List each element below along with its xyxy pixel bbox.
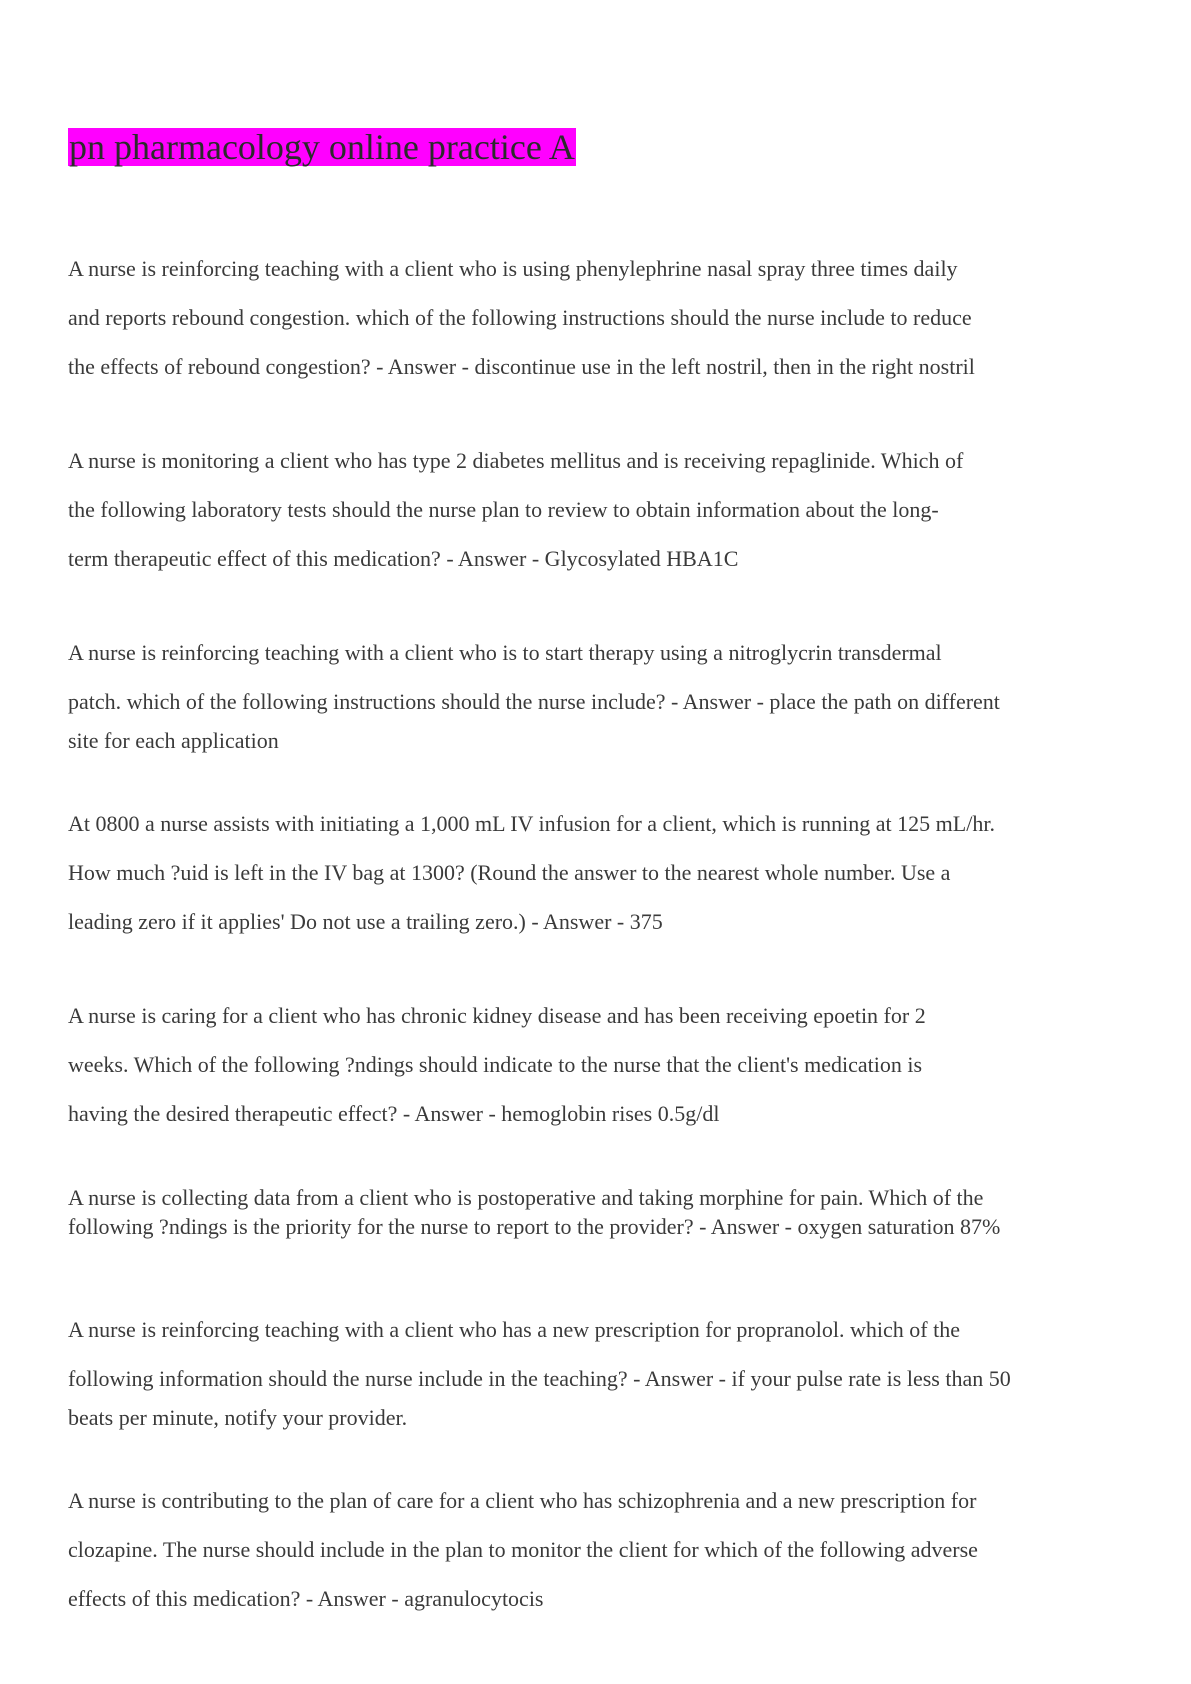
qa-line: term therapeutic effect of this medication? - Answer - Glycosylated HBA1C (68, 546, 739, 571)
qa-item (68, 244, 1128, 391)
qa-item (68, 1305, 1128, 1432)
qa-line: clozapine. The nurse should include in the plan to monitor the client for which of the following adverse (68, 1537, 978, 1562)
qa-line: A nurse is reinforcing teaching with a client who has a new prescription for propranolol. which of the (68, 1317, 960, 1342)
document-page (68, 127, 1128, 1611)
qa-line: At 0800 a nurse assists with initiating a 1,000 mL IV infusion for a client, which is running at 125 mL/hr. (68, 811, 995, 836)
qa-line: patch. which of the following instructions should the nurse include? - Answer - place the path on different (68, 689, 1000, 714)
qa-line: leading zero if it applies' Do not use a trailing zero.) - Answer - 375 (68, 909, 663, 934)
qa-item (68, 436, 1128, 583)
qa-line: A nurse is contributing to the plan of care for a client who has schizophrenia and a new prescription for (68, 1488, 977, 1513)
qa-line: effects of this medication? - Answer - agranulocytocis (68, 1586, 544, 1611)
qa-item (68, 799, 1128, 946)
qa-line: A nurse is reinforcing teaching with a client who is to start therapy using a nitroglycrin transdermal (68, 640, 942, 665)
document-title: pn pharmacology online practice A (69, 127, 575, 167)
qa-line: following information should the nurse include in the teaching? - Answer - if your pulse rate is less than 50 (68, 1366, 1011, 1391)
qa-line: A nurse is caring for a client who has chronic kidney disease and has been receiving epoetin for 2 (68, 1003, 926, 1028)
qa-line: A nurse is reinforcing teaching with a client who is using phenylephrine nasal spray three times daily (68, 256, 958, 281)
qa-line: How much ?uid is left in the IV bag at 1300? (Round the answer to the nearest whole number. Use a (68, 860, 951, 885)
qa-line: the effects of rebound congestion? - Answer - discontinue use in the left nostril, then in the right nostril (68, 354, 975, 379)
qa-item (68, 1476, 1128, 1623)
qa-line: A nurse is monitoring a client who has type 2 diabetes mellitus and is receiving repaglinide. Which of (68, 448, 964, 473)
qa-line: having the desired therapeutic effect? - Answer - hemoglobin rises 0.5g/dl (68, 1101, 720, 1126)
qa-line: the following laboratory tests should the nurse plan to review to obtain information about the long- (68, 497, 939, 522)
qa-item (68, 1183, 1128, 1241)
qa-line: weeks. Which of the following ?ndings should indicate to the nurse that the client's medication is (68, 1052, 923, 1077)
qa-item (68, 628, 1128, 755)
qa-item (68, 991, 1128, 1138)
qa-line: following ?ndings is the priority for the nurse to report to the provider? - Answer - oxygen saturation 87% (68, 1214, 1001, 1239)
qa-line: site for each application (68, 728, 279, 753)
qa-line: and reports rebound congestion. which of the following instructions should the nurse include to reduce (68, 305, 972, 330)
qa-line: A nurse is collecting data from a client who is postoperative and taking morphine for pain. Which of the (68, 1185, 984, 1210)
qa-line: beats per minute, notify your provider. (68, 1405, 408, 1430)
